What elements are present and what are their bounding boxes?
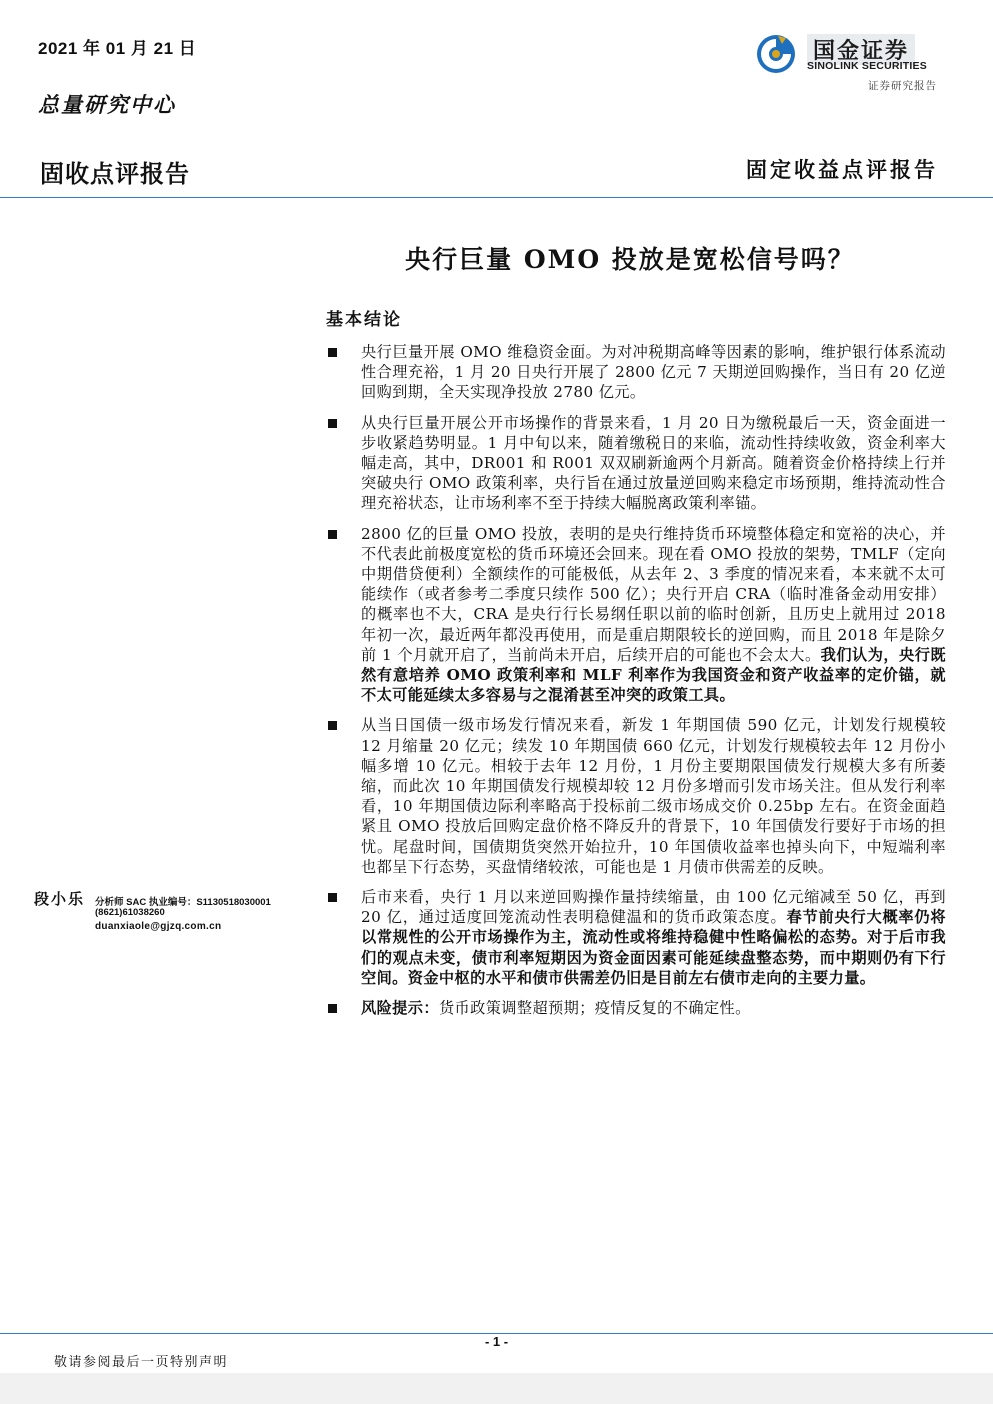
risk-label: 风险提示： [361, 999, 439, 1018]
bullet-bold-text: 我们认为，央行既然有意培养 OMO 政策利率和 MLF 利率作为我国资金和资产收益率的定价锚，就不太可能延续太多容易与之混淆甚至冲突的政策工具。 [361, 645, 947, 705]
bullet-text: 从当日国债一级市场发行情况来看，新发 1 年期国债 590 亿元，计划发行规模较 12 月缩量 20 亿元；续发 10 年期国债 660 亿元，计划发行规模较去年 12 月份小幅多增 10 亿元。相较于去年 12 月份，1 月份主要期限国债发行规模大多有所萎缩，而此次 10 年期国债发行规模却较 12 月份多增而引发市场关注。但从发行利率看，10 年期国债边际利率略高于投标前二级市场成交价 0.25bp 左右。在资金面趋紧且 OMO 投放后回购定盘价格不降反升的背景下，10 年国债发行要好于市场的担忧。尾盘时间，国债期货突然开始拉升，10 年国债收益率也掉头向下，中短端利率也都呈下行态势，买盘情绪较浓，可能也是 1 月债市供需差的反映。 [361, 716, 946, 876]
bullet-square-icon [328, 419, 337, 428]
bullet-square-icon [328, 348, 337, 357]
logo-chinese-name: 国金证券 [807, 34, 915, 65]
company-logo [756, 32, 946, 76]
list-item [326, 342, 946, 403]
bullet-text: 2800 亿的巨量 OMO 投放，表明的是央行维持货币环境整体稳定和宽裕的决心，并不代表此前极度宽松的货币环境还会回来。现在看 OMO 投放的架势，TMLF（定向中期借贷便利）全额续作的可能极低，从去年 2、3 季度的情况来看，本来就不太可能续作（或者参考二季度只续作 500 亿）；央行开启 CRA（临时准备金动用安排）的概率也不大，CRA 是央行行长易纲任职以前的临时创新，且历史上就用过 2018 年初一次，最近两年都没再使用，而是重启期限较长的逆回购，而且 2018 年是除夕前 1 个月就开启了，当前尚未开启，后续开启的可能也不会太大。 [361, 524, 946, 664]
bullet-square-icon [328, 1004, 337, 1013]
bullet-square-icon [328, 893, 337, 902]
page-bottom-margin [0, 1373, 993, 1404]
list-item [326, 887, 946, 988]
conclusion-list [326, 342, 946, 1028]
bullet-text: 后市来看，央行 1 月以来逆回购操作量持续缩量，由 100 亿元缩减至 50 亿，再到 20 亿，通过适度回笼流动性表明稳健温和的货币政策态度。 [361, 888, 946, 927]
report-type-right: 固定收益点评报告 [746, 157, 938, 182]
logo-subtitle: 证券研究报告 [868, 80, 937, 92]
logo-english-name: SINOLINK SECURITIES [807, 60, 927, 72]
list-item [326, 524, 946, 706]
footer-disclaimer: 敬请参阅最后一页特别声明 [54, 1355, 229, 1370]
bullet-square-icon [328, 530, 337, 539]
analyst-phone: (8621)61038260 [95, 907, 165, 918]
bullet-bold-text: 春节前央行大概率仍将以常规性的公开市场操作为主，流动性或将维持稳健中性略偏松的态势。对于后市我们的观点未变，债市利率短期因为资金面因素可能延续盘整态势，而中期则仍有下行空间。资金中枢的水平和债市供需差仍旧是目前左右债市走向的主要力量。 [361, 908, 946, 987]
research-center: 总量研究中心 [38, 92, 176, 117]
header-divider [0, 197, 993, 198]
bullet-square-icon [328, 721, 337, 730]
sinolink-logo-icon [756, 34, 796, 74]
bullet-text: 从央行巨量开展公开市场操作的背景来看，1 月 20 日为缴税最后一天，资金面进一步收紧趋势明显。1 月中旬以来，随着缴税日的来临，流动性持续收敛，资金利率大幅走高，其中，DR001 和 R001 双双刷新逾两个月新高。随着资金价格持续上行并突破央行 OMO 政策利率，央行旨在通过放量逆回购来稳定市场预期，维持流动性合理充裕状态，让市场利率不至于持续大幅脱离政策利率锚。 [361, 413, 946, 513]
bullet-text: 货币政策调整超预期；疫情反复的不确定性。 [438, 999, 751, 1018]
page-number: - 1 - [484, 1334, 509, 1349]
analyst-license: 分析师 SAC 执业编号：S1130518030001 [95, 897, 271, 908]
analyst-name: 段小乐 [34, 890, 86, 908]
list-item [326, 998, 946, 1018]
analyst-email[interactable]: duanxiaole@gjzq.com.cn [95, 921, 222, 932]
bullet-text: 央行巨量开展 OMO 维稳资金面。为对冲税期高峰等因素的影响，维护银行体系流动性合理充裕，1 月 20 日央行开展了 2800 亿元 7 天期逆回购操作，当日有 20 亿逆回购到期，全天实现净投放 2780 亿元。 [361, 343, 946, 402]
report-title: 央行巨量 OMO 投放是宽松信号吗？ [405, 245, 855, 274]
list-item [326, 715, 946, 877]
report-date: 2021 年 01 月 21 日 [38, 39, 197, 58]
report-type-left: 固收点评报告 [40, 161, 190, 188]
list-item [326, 413, 946, 514]
section-title: 基本结论 [326, 310, 402, 330]
